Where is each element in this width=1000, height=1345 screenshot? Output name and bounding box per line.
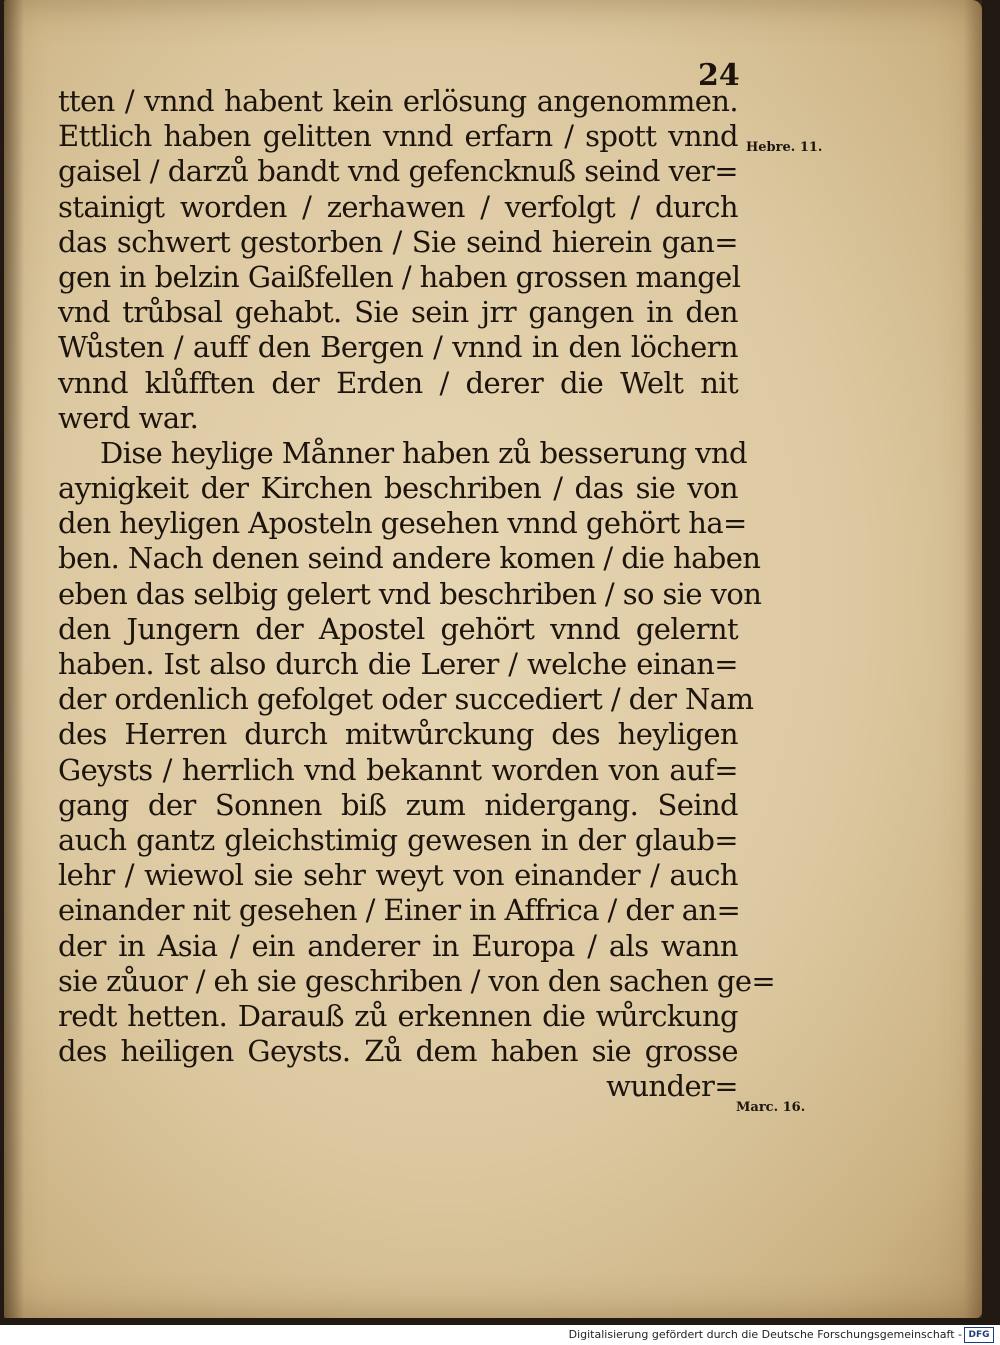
text-line: Wůsten / auff den Bergen / vnnd in den löchern: [58, 330, 738, 365]
text-line: redt hetten. Darauß zů erkennen die wůrckung: [58, 998, 738, 1033]
dfg-logo: DFG: [964, 1327, 994, 1343]
text-line: das schwert gestorben / Sie seind hierein gan=: [58, 224, 738, 259]
footer-bar: [0, 1325, 1000, 1345]
body-text: [58, 84, 776, 1104]
text-line: lehr / wiewol sie sehr weyt von einander / auch: [58, 858, 738, 893]
text-line: gen in belzin Gaißfellen / haben grossen mangel: [58, 259, 741, 294]
text-line: vnd trůbsal gehabt. Sie sein jrr gangen in den: [58, 295, 738, 330]
text-line: vnnd klůfften der Erden / derer die Welt nit: [58, 365, 738, 400]
page-gutter-shadow: [4, 0, 24, 1318]
marginal-note: Marc. 16.: [736, 1100, 806, 1115]
text-line: tten / vnnd habent kein erlösung angenommen.: [58, 84, 738, 118]
text-line: werd war.: [58, 400, 199, 435]
text-line: haben. Ist also durch die Lerer / welche einan=: [58, 647, 738, 681]
text-line: gaisel / darzů bandt vnd gefencknuß seind ver=: [58, 154, 738, 189]
text-line: sie zůuor / eh sie geschriben / von den sachen ge=: [58, 963, 776, 998]
text-line: aynigkeit der Kirchen beschriben / das sie von: [58, 471, 738, 506]
text-line: ben. Nach denen seind andere komen / die haben: [58, 541, 761, 576]
text-line: des Herren durch mitwůrckung des heyligen: [58, 717, 738, 752]
page-number: 24: [698, 58, 740, 93]
catchword: wunder=: [606, 1069, 738, 1104]
text-line: den Jungern der Apostel gehört vnnd gelernt: [58, 611, 738, 646]
page-edge-shadow: [964, 0, 982, 1318]
text-line: Dise heylige Månner haben zů besserung vnd: [100, 435, 747, 470]
text-line: eben das selbig gelert vnd beschriben / so sie von: [58, 576, 762, 611]
text-line: auch gantz gleichstimig gewesen in der glaub=: [58, 822, 738, 857]
marginal-note: Hebre. 11.: [746, 140, 823, 155]
text-line: den heyligen Aposteln gesehen vnnd gehört ha=: [58, 506, 747, 541]
text-line: der in Asia / ein anderer in Europa / als wann: [58, 928, 738, 963]
text-line: einander nit gesehen / Einer in Affrica / der an=: [58, 893, 741, 928]
text-line: gang der Sonnen biß zum nidergang. Seind: [58, 787, 738, 822]
text-line: der ordenlich gefolget oder succediert / der Nam: [58, 682, 754, 717]
text-line: Geysts / herrlich vnd bekannt worden von auf=: [58, 752, 738, 787]
text-line: des heiligen Geysts. Zů dem haben sie grosse: [58, 1034, 738, 1069]
text-line: Ettlich haben gelitten vnnd erfarn / spott vnnd: [58, 119, 738, 154]
text-line: stainigt worden / zerhawen / verfolgt / durch: [58, 189, 738, 224]
digitization-credit: Digitalisierung gefördert durch die Deutsche Forschungsgemeinschaft -: [568, 1328, 962, 1341]
